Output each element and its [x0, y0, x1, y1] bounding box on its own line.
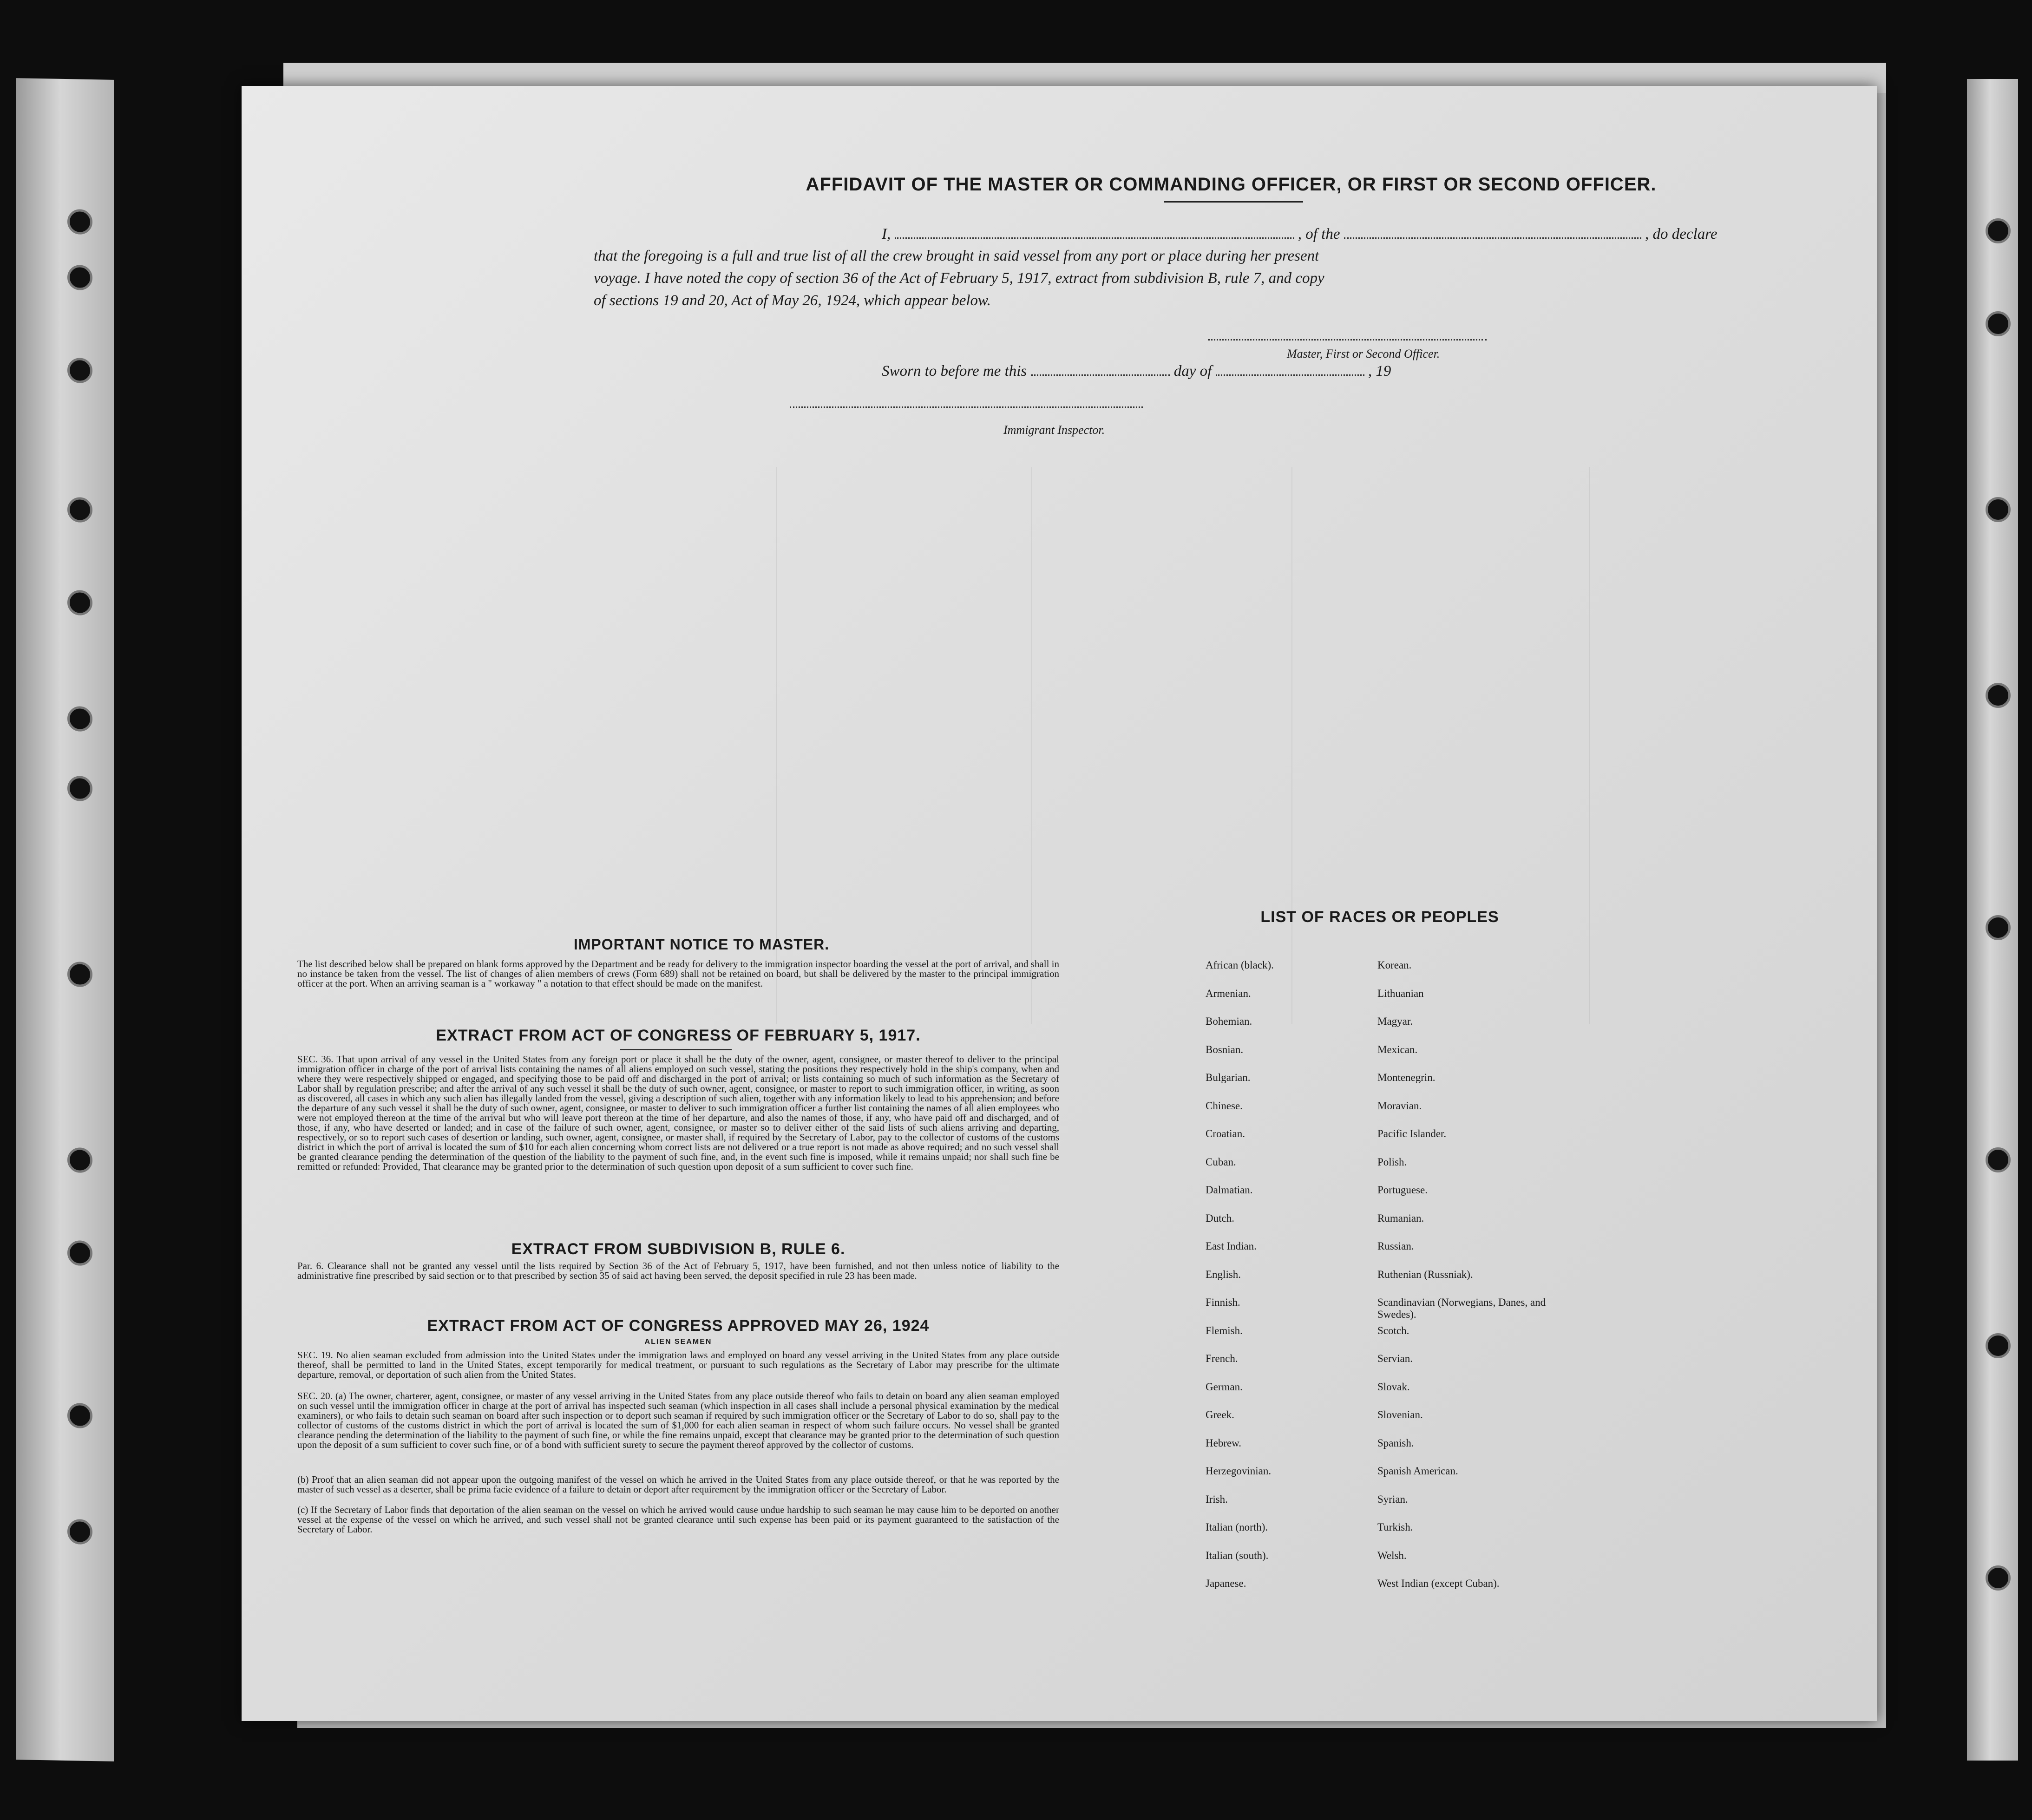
- sworn-day-blank[interactable]: [1031, 362, 1170, 376]
- affidavit-line-2: that the foregoing is a full and true list of all the crew brought in said vessel from any port or place during her present: [594, 248, 1319, 264]
- extract-1917-text: SEC. 36. That upon arrival of any vessel in the United States from any foreign port or place it shall be the duty of the owner, agent, consignee, or master thereof to deliver to the principal immigration officer in charge of the port of arrival lists containing the names of all aliens employed on such vessel, stating the positions they respectively hold in the ship's company, when and where they were respectively shipped or engaged, and specifying those to be paid off and discharged in the port of arrival; or lists containing so much of such information as the Secretary of Labor shall by regulation prescribe; and after the arrival of any such vessel it shall be the duty of such owner, agent, consignee, or master to report to such immigration officer, in writing, as soon as discovered, all cases in which any such alien has illegally landed from the vessel, giving a description of such alien, together with any information likely to lead to his apprehension; and before the departure of any such vessel it shall be the duty of such owner, agent, consignee, or master to deliver to such immigration officer a further list containing the names of all alien employees who were not employed thereon at the time of the arrival but who will leave port thereon at the time of her departure, and also the names of those, if any, who have paid off and discharged, and of those, if any, who have deserted or landed; and in case of the failure of such owner, agent, consignee, or master so to deliver either of the said lists of such aliens arriving and departing, respectively, or so to report such cases of desertion or landing, such owner, agent, consignee, or master shall, if required by the Secretary of Labor, pay to the collector of customs of the customs district in which the port of arrival is located the sum of $10 for each alien concerning whom correct lists are not delivered or a true report is not made as above required; and no such vessel shall be granted clearance pending the determination of the question of the liability to the payment of such fine, and, in the event such fine is imposed, while it remains unpaid; nor shall such fine be remitted or refunded: Provided, That clearance may be granted prior to the determination of such question upon deposit of a sum sufficient to cover such fine.: [297, 1054, 1059, 1172]
- binder-hole: [67, 706, 92, 732]
- race-item: African (black).: [1206, 959, 1274, 971]
- race-item: Mexican.: [1377, 1043, 1418, 1055]
- race-item: Herzegovinian.: [1206, 1465, 1272, 1477]
- binder-hole: [1986, 218, 2011, 243]
- binder-hole: [67, 962, 92, 987]
- races-title: LIST OF RACES OR PEOPLES: [1260, 908, 1499, 926]
- race-item: Italian (north).: [1206, 1521, 1268, 1533]
- binder-hole: [67, 590, 92, 615]
- rule6-text: Par. 6. Clearance shall not be granted any vessel until the lists required by Section 36 of the Act of February 5, 1917, have been furnished, and not then unless notice of liability to the administrative fine prescribed by said section or to that prescribed by section 35 of said act having been served, the deposit specified in rule 23 has been made.: [297, 1260, 1059, 1281]
- binder-hole: [67, 1147, 92, 1173]
- race-item: Irish.: [1206, 1493, 1228, 1505]
- race-item: Hebrew.: [1206, 1437, 1242, 1449]
- race-item: Servian.: [1377, 1353, 1413, 1364]
- race-item: Japanese.: [1206, 1578, 1246, 1589]
- sec20c-text: (c) If the Secretary of Labor finds that deportation of the alien seaman on the vessel on which he arrived would cause undue hardship to such seaman he may cause him to be deported on another vessel at the expense of the vessel on which he arrived, and such vessel shall not be granted clearance until such expense has been paid or its payment guaranteed to the satisfaction of the Secretary of Labor.: [297, 1504, 1059, 1535]
- sworn-start: Sworn to before me this: [882, 363, 1027, 380]
- alien-seamen-heading: ALIEN SEAMEN: [644, 1338, 712, 1346]
- race-item: French.: [1206, 1353, 1238, 1364]
- binder-hole: [67, 358, 92, 383]
- notice-title: IMPORTANT NOTICE TO MASTER.: [573, 936, 830, 953]
- race-item: Russian.: [1377, 1240, 1414, 1252]
- sworn-month-blank[interactable]: [1216, 362, 1364, 376]
- race-item: Bosnian.: [1206, 1043, 1244, 1055]
- race-item: Dutch.: [1206, 1212, 1234, 1224]
- race-item: Dalmatian.: [1206, 1184, 1253, 1196]
- race-item: Rumanian.: [1377, 1212, 1424, 1224]
- affidavit-line-4: of sections 19 and 20, Act of May 26, 1924, which appear below.: [594, 292, 991, 309]
- affidavit-of-the: , of the: [1298, 226, 1340, 242]
- race-item: West Indian (except Cuban).: [1377, 1578, 1500, 1589]
- affidavit-title: AFFIDAVIT OF THE MASTER OR COMMANDING OFFICER, OR FIRST OR SECOND OFFICER.: [806, 174, 1657, 195]
- binder-hole: [1986, 683, 2011, 708]
- race-item: Portuguese.: [1377, 1184, 1428, 1196]
- binder-hole: [67, 497, 92, 523]
- master-label: Master, First or Second Officer.: [1287, 347, 1440, 360]
- affidavit-do-declare: , do declare: [1645, 226, 1717, 242]
- inspector-signature-line[interactable]: [790, 406, 1143, 408]
- binder-hole: [1986, 311, 2011, 336]
- race-item: Scotch.: [1377, 1324, 1409, 1336]
- race-item: Finnish.: [1206, 1296, 1240, 1308]
- race-item: Magyar.: [1377, 1015, 1413, 1027]
- race-item: Welsh.: [1377, 1549, 1407, 1561]
- race-item: Bulgarian.: [1206, 1072, 1251, 1083]
- race-item: Montenegrin.: [1377, 1072, 1436, 1083]
- race-item: German.: [1206, 1381, 1243, 1393]
- affidavit-i: I,: [882, 226, 891, 242]
- vessel-blank[interactable]: [1344, 225, 1641, 239]
- race-item: Korean.: [1377, 959, 1412, 971]
- left-binder-strip: [16, 78, 114, 1761]
- race-item: East Indian.: [1206, 1240, 1257, 1252]
- race-item: Ruthenian (Russniak).: [1377, 1268, 1473, 1280]
- sworn-day-of: day of: [1173, 363, 1212, 380]
- race-item: Flemish.: [1206, 1324, 1243, 1336]
- race-item: Spanish American.: [1377, 1465, 1458, 1477]
- sec19-text: SEC. 19. No alien seaman excluded from admission into the United States under the immigration laws and employed on board any vessel arriving in the United States from any place outside thereof, shall be permitted to land in the United States, except temporarily for medical treatment, or pursuant to such regulations as the Secretary of Labor may prescribe for the ultimate departure, removal, or deportation of such alien from the United States.: [297, 1349, 1059, 1380]
- race-item: Scandinavian (Norwegians, Danes, and Swedes).: [1377, 1296, 1546, 1320]
- binder-hole: [1986, 1565, 2011, 1591]
- master-signature-line[interactable]: [1208, 339, 1487, 340]
- extract-1917-rule: [620, 1049, 732, 1050]
- notice-text: The list described below shall be prepared on blank forms approved by the Department and be ready for delivery to the immigration inspector boarding the vessel at the port of arrival, and shall in no instance be taken from the vessel. The list of changes of alien members of crews (Form 689) shall not be retained on board, but shall be delivered by the master to the principal immigration officer at the port. When an arriving seaman is a " workaway " a notation to that effect should be made on the manifest.: [297, 958, 1059, 989]
- rule6-title: EXTRACT FROM SUBDIVISION B, RULE 6.: [511, 1240, 846, 1258]
- affidavit-line-1: [594, 225, 1717, 243]
- binder-hole: [67, 776, 92, 801]
- race-item: Croatian.: [1206, 1128, 1245, 1139]
- right-binder-strip: [1967, 79, 2018, 1761]
- race-item: Polish.: [1377, 1156, 1407, 1168]
- binder-hole: [67, 265, 92, 290]
- binder-hole: [1986, 497, 2011, 522]
- name-blank[interactable]: [895, 225, 1294, 239]
- binder-hole: [1986, 1333, 2011, 1358]
- race-item: Cuban.: [1206, 1156, 1236, 1168]
- extract-1924-title: EXTRACT FROM ACT OF CONGRESS APPROVED MAY 26, 1924: [427, 1317, 930, 1335]
- sec20a-text: SEC. 20. (a) The owner, charterer, agent, consignee, or master of any vessel arriving in the United States from any place outside thereof who fails to detain on board any alien seaman employed on such vessel until the immigration officer in charge at the port of arrival has inspected such seaman (which inspection in all cases shall include a personal physical examination by the medical examiners), or who fails to detain such seaman on board after such inspection or to deport such seaman if required by such immigration officer or the Secretary of Labor to do so, shall pay to the collector of customs of the customs district in which the port of arrival is located the sum of $1,000 for each alien seaman in respect of whom such failure occurs. No vessel shall be granted clearance pending the determination of the liability to the payment of such fine, or while the fine remains unpaid, except that clearance may be granted prior to the determination of such question upon the deposit of a sum sufficient to cover such fine, or of a bond with sufficient surety to secure the payment thereof approved by the collector of customs.: [297, 1390, 1059, 1450]
- bleed-line: [1589, 467, 1590, 1024]
- binder-hole: [67, 1240, 92, 1266]
- race-item: English.: [1206, 1268, 1241, 1280]
- race-item: Turkish.: [1377, 1521, 1413, 1533]
- race-item: Spanish.: [1377, 1437, 1414, 1449]
- race-item: Italian (south).: [1206, 1549, 1269, 1561]
- race-item: Armenian.: [1206, 987, 1251, 999]
- race-item: Pacific Islander.: [1377, 1128, 1447, 1139]
- race-item: Moravian.: [1377, 1100, 1422, 1112]
- binder-hole: [67, 1403, 92, 1428]
- affidavit-title-rule: [1164, 201, 1303, 203]
- binder-hole: [1986, 915, 2011, 940]
- binder-hole: [1986, 1147, 2011, 1172]
- document-page: [242, 86, 1877, 1721]
- race-item: Chinese.: [1206, 1100, 1243, 1112]
- binder-hole: [67, 209, 92, 235]
- affidavit-line-3: voyage. I have noted the copy of section 36 of the Act of February 5, 1917, extract from subdivision B, rule 7, and copy: [594, 270, 1324, 287]
- race-item: Lithuanian: [1377, 987, 1424, 999]
- race-item: Greek.: [1206, 1409, 1234, 1421]
- sworn-line: [594, 362, 1391, 380]
- inspector-label: Immigrant Inspector.: [1003, 423, 1105, 437]
- binder-hole: [67, 1519, 92, 1545]
- race-item: Bohemian.: [1206, 1015, 1252, 1027]
- bleed-line: [1291, 467, 1292, 1024]
- race-item: Slovenian.: [1377, 1409, 1423, 1421]
- race-item: Slovak.: [1377, 1381, 1410, 1393]
- sworn-year: , 19: [1368, 363, 1391, 380]
- extract-1917-title: EXTRACT FROM ACT OF CONGRESS OF FEBRUARY 5, 1917.: [436, 1027, 921, 1044]
- race-item: Syrian.: [1377, 1493, 1408, 1505]
- sec20b-text: (b) Proof that an alien seaman did not appear upon the outgoing manifest of the vessel on which he arrived in the United States from any place outside thereof, or that he was reported by the master of such vessel as a deserter, shall be prima facie evidence of a failure to detain or deport after requirement by the immigration officer or the Secretary of Labor.: [297, 1474, 1059, 1495]
